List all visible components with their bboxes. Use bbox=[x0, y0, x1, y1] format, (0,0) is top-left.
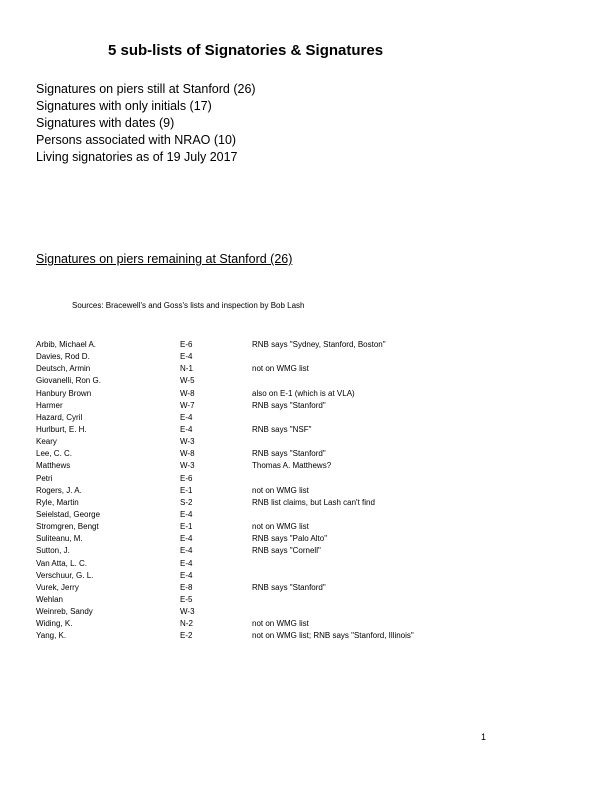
signatory-name: Yang, K. bbox=[36, 631, 67, 641]
pier-id: E-2 bbox=[180, 631, 193, 641]
signatory-note: RNB says "Stanford" bbox=[252, 582, 326, 592]
pier-id: W-3 bbox=[180, 437, 195, 447]
pier-id: E-5 bbox=[180, 594, 193, 604]
pier-id: E-4 bbox=[180, 352, 193, 362]
pier-id: E-4 bbox=[180, 424, 193, 434]
signatory-name: Petri bbox=[36, 473, 53, 483]
signatory-note: not on WMG list; RNB says "Stanford, Illinois" bbox=[252, 631, 414, 641]
signatory-note: RNB says "Sydney, Stanford, Boston" bbox=[252, 340, 386, 349]
signatory-name: Hurlburt, E. H. bbox=[36, 424, 87, 434]
signatory-name: Seielstad, George bbox=[36, 509, 101, 519]
signatory-name: Weinreb, Sandy bbox=[36, 607, 93, 617]
signatory-note: not on WMG list bbox=[252, 522, 309, 532]
summary-list bbox=[36, 81, 256, 166]
signatory-note: not on WMG list bbox=[252, 485, 309, 495]
signatory-note: not on WMG list bbox=[252, 364, 309, 374]
pier-id: W-3 bbox=[180, 607, 195, 617]
pier-id: E-1 bbox=[180, 485, 193, 495]
pier-id: E-4 bbox=[180, 546, 193, 556]
summary-item: Living signatories as of 19 July 2017 bbox=[36, 150, 238, 164]
pier-id: E-4 bbox=[180, 412, 193, 422]
signatory-name: Davies, Rod D. bbox=[36, 352, 90, 362]
signatory-name: Verschuur, G. L. bbox=[36, 570, 94, 580]
pier-id: W-5 bbox=[180, 376, 195, 386]
signatory-name: Keary bbox=[36, 437, 57, 447]
signatory-name: Rogers, J. A. bbox=[36, 485, 82, 495]
signatory-name: Widing, K. bbox=[36, 619, 73, 629]
pier-id: E-4 bbox=[180, 570, 193, 580]
signatory-name: Stromgren, Bengt bbox=[36, 522, 99, 532]
pier-id: S-2 bbox=[180, 497, 193, 507]
summary-item: Signatures with only initials (17) bbox=[36, 99, 212, 113]
page-title: 5 sub-lists of Signatories & Signatures bbox=[108, 42, 384, 59]
pier-id: W-7 bbox=[180, 400, 195, 410]
signatory-name: Arbib, Michael A. bbox=[36, 340, 97, 349]
signatory-note: RNB list claims, but Lash can't find bbox=[252, 497, 375, 507]
pier-id: E-6 bbox=[180, 340, 193, 349]
signatory-note: RNB says "NSF" bbox=[252, 424, 312, 434]
signatory-name: Vurek, Jerry bbox=[36, 582, 79, 592]
signatory-name: Matthews bbox=[36, 461, 71, 471]
pier-id: E-4 bbox=[180, 509, 193, 519]
pier-id: E-6 bbox=[180, 473, 193, 483]
signatory-note: not on WMG list bbox=[252, 619, 309, 629]
section-heading: Signatures on piers remaining at Stanford (26) bbox=[36, 252, 293, 266]
page-number: 1 bbox=[481, 732, 487, 742]
signatory-name: Hanbury Brown bbox=[36, 388, 92, 398]
signatory-note: RNB says "Stanford" bbox=[252, 449, 326, 459]
pier-id: E-1 bbox=[180, 522, 193, 532]
pier-id: N-1 bbox=[180, 364, 193, 374]
signatory-note: RNB says "Stanford" bbox=[252, 400, 326, 410]
signatory-note: RNB says "Cornell" bbox=[252, 546, 321, 556]
pier-id: W-3 bbox=[180, 461, 195, 471]
pier-id: W-8 bbox=[180, 388, 195, 398]
signatory-name: Deutsch, Armin bbox=[36, 364, 91, 374]
signatory-name: Wehlan bbox=[36, 594, 63, 604]
signatory-name: Harmer bbox=[36, 400, 63, 410]
pier-id: N-2 bbox=[180, 619, 193, 629]
sources-note: Sources: Bracewell's and Goss's lists and inspection by Bob Lash bbox=[72, 301, 305, 310]
summary-item: Persons associated with NRAO (10) bbox=[36, 133, 237, 147]
signatory-name: Sutton, J. bbox=[36, 546, 70, 556]
pier-id: W-8 bbox=[180, 449, 195, 459]
pier-id: E-8 bbox=[180, 582, 193, 592]
signatory-note: RNB says "Palo Alto" bbox=[252, 534, 328, 544]
signatory-note: Thomas A. Matthews? bbox=[252, 461, 332, 471]
signatory-name: Suliteanu, M. bbox=[36, 534, 83, 544]
pier-id: E-4 bbox=[180, 534, 193, 544]
signatory-name: Hazard, Cyril bbox=[36, 412, 83, 422]
signatory-note: also on E-1 (which is at VLA) bbox=[252, 388, 355, 398]
pier-id: E-4 bbox=[180, 558, 193, 568]
signatory-name: Giovanelli, Ron G. bbox=[36, 376, 101, 386]
signatory-name: Van Atta, L. C. bbox=[36, 558, 87, 568]
signatory-name: Lee, C. C. bbox=[36, 449, 73, 459]
summary-item: Signatures on piers still at Stanford (26) bbox=[36, 82, 256, 96]
summary-item: Signatures with dates (9) bbox=[36, 116, 175, 130]
signatory-name: Ryle, Martin bbox=[36, 497, 79, 507]
